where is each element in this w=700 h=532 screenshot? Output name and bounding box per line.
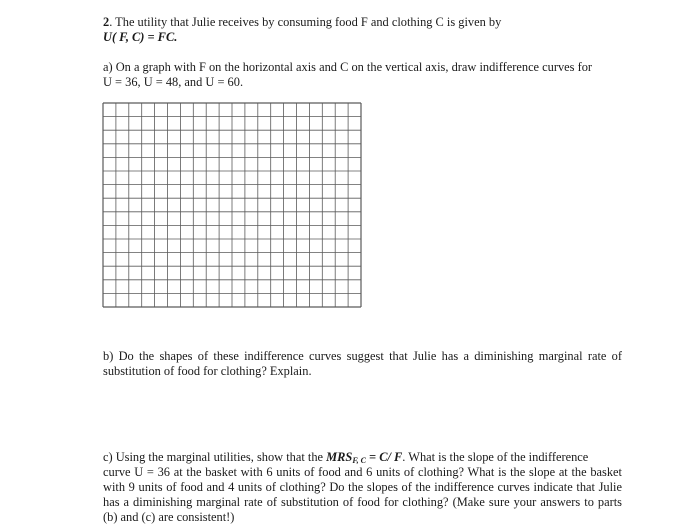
question-number: 2 — [103, 15, 110, 29]
question-intro: . The utility that Julie receives by consuming food F and clothing C is given by — [109, 15, 502, 29]
part-c-line-5: (b) and (c) are consistent!) — [103, 510, 235, 524]
mrs-subscript: F, C — [352, 456, 366, 465]
part-b-line-2: substitution of food for clothing? Explain. — [103, 364, 312, 378]
part-c-line-3: with 9 units of food and 4 units of clothing? Do the slopes of the indifference curves indicate that Julie — [103, 480, 622, 494]
mrs-expression — [326, 450, 402, 464]
part-a-line-2: U = 36, U = 48, and U = 60. — [103, 75, 244, 89]
part-c-intro: c) Using the marginal utilities, show that the — [103, 450, 327, 464]
mrs-label: MRS — [326, 450, 353, 464]
utility-function: U( F, C) = FC. — [103, 30, 178, 44]
part-b-line-1: b) Do the shapes of these indifference curves suggest that Julie has a diminishing marginal rate of — [103, 349, 622, 363]
part-c-line-2: curve U = 36 at the basket with 6 units of food and 6 units of clothing? What is the slope at the basket — [103, 465, 622, 479]
part-a-line-1: a) On a graph with F on the horizontal axis and C on the vertical axis, draw indifference curves for — [103, 60, 593, 74]
mrs-rhs: = C/ F — [365, 450, 403, 464]
blank-graph-grid — [102, 102, 362, 308]
part-c-line-4: has a diminishing marginal rate of substitution of food for clothing? (Make sure your answers to parts — [103, 495, 622, 509]
question-heading — [103, 15, 501, 30]
part-c-line-1-post: . What is the slope of the indifference — [402, 450, 589, 464]
